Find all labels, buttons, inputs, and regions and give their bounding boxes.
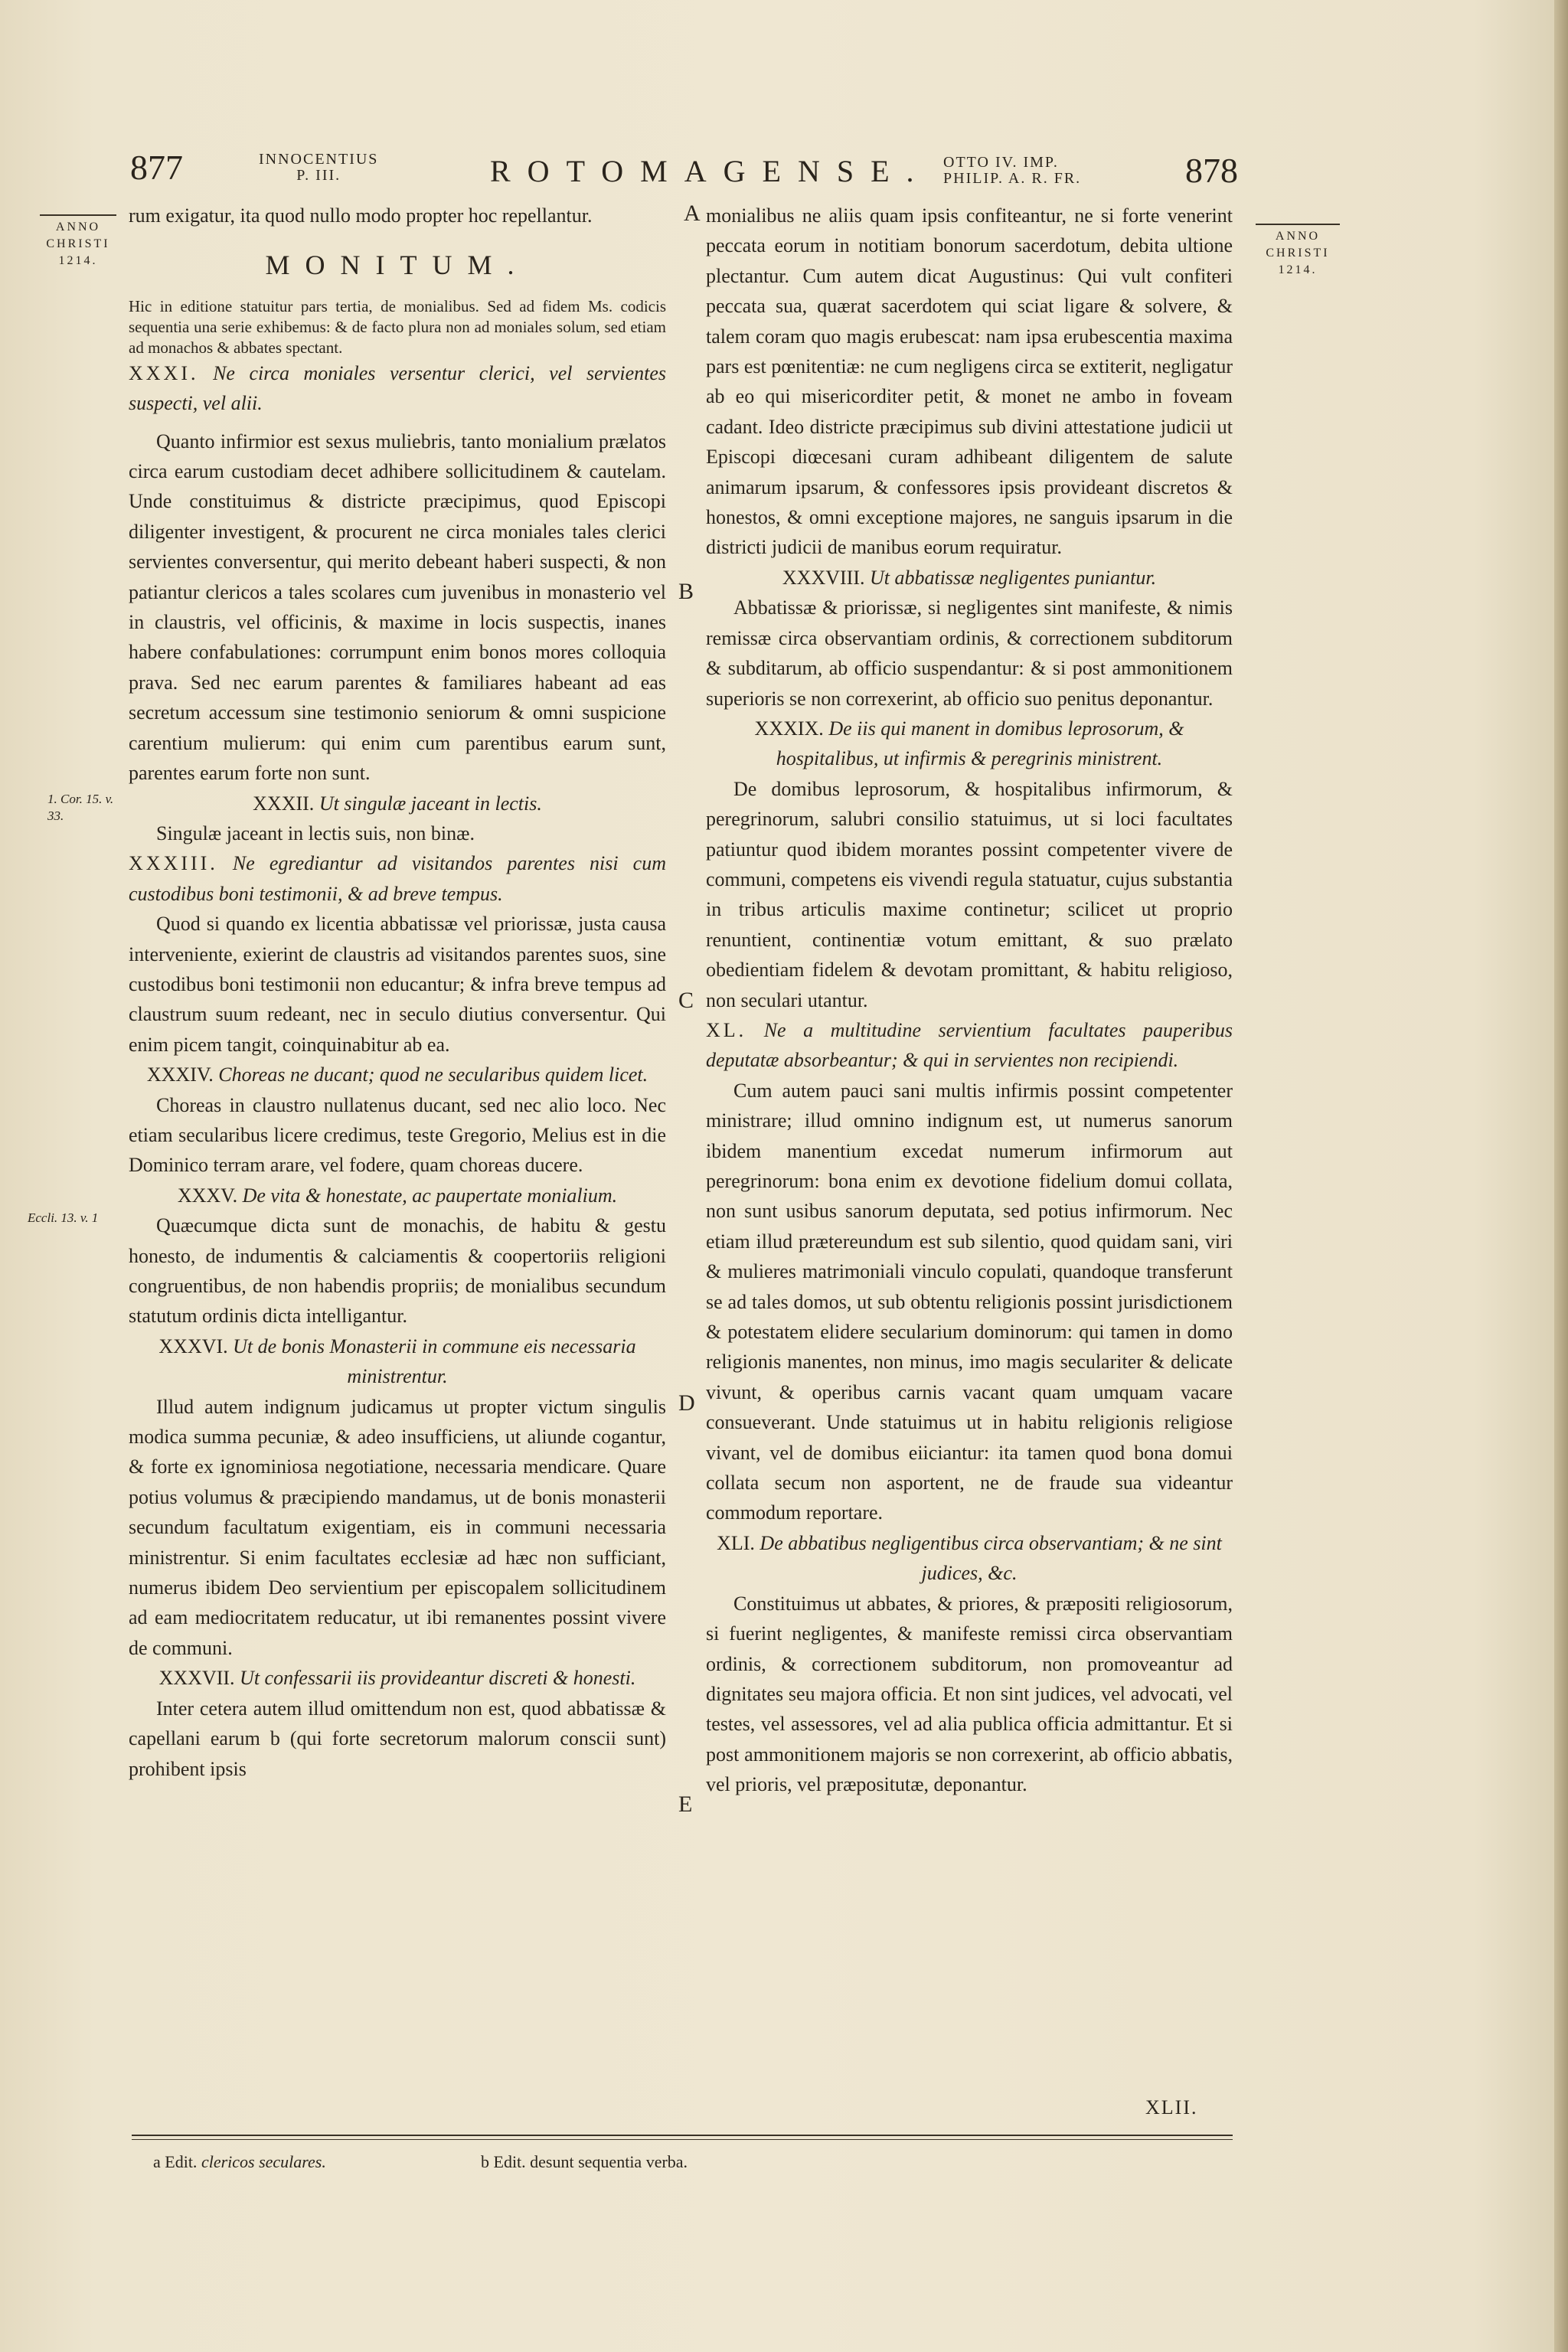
chapter-text: Quæcumque dicta sunt de monachis, de habitu & gestu honesto, de indumentis & calciamentis & coopertoriis religioni congruentibus, de non habendis propriis; de monialibus secundum statutum ordinis dicta intelligantur. (129, 1214, 666, 1328)
page-edge (1554, 0, 1568, 2352)
chapter-heading: XXXIV. Choreas ne ducant; quod ne secularibus quidem licet. (146, 1063, 648, 1086)
chapter-heading: XXXV. De vita & honestate, ac paupertate monialium. (177, 1184, 618, 1207)
chapter-heading: XXXVI. Ut de bonis Monasterii in commune eis necessaria ministrentur. (158, 1334, 636, 1388)
left-column (129, 201, 666, 1784)
margin-note-corinthians: 1. Cor. 15. v. 33. (47, 792, 114, 823)
catchword: XLII. (1145, 2096, 1198, 2118)
chapter-heading: XXXII. Ut singulæ jaceant in lectis. (253, 792, 542, 815)
footnote-a: a Edit. clericos seculares. (153, 2152, 326, 2171)
chapter-heading: XXXIII. Ne egrediantur ad visitandos parentes nisi cum custodibus boni testimonii, & ad breve tempus. (129, 852, 667, 905)
right-running-head: OTTO IV. IMP. PHILIP. A. R. FR. (943, 154, 1082, 187)
chapter-text: Quanto infirmior est sexus muliebris, tanto monialium prælatos circa earum custodiam decet adhibere sollicitudinem & cautelam. Unde constituimus & districte præcipimus, quod Episcopi diligenter investigent, & procurent ne circa moniales tales clerici servientes conversentur, qui merito debeant haberi suspecti, & non patiantur clericos a tales scolares cum juvenibus in monasterio vel in claustris, vel officinis, & maxime in locis suspectis, inanes habere confabulationes: corrumpunt enim bonos mores colloquia prava. Sed nec earum parentes & familiares habeant ad eas secretum accessum sine testimonio seniorum & omni suspicione carentium mulierum: qui enim cum parentibus earum sunt, parentes earum forte non sunt. (129, 430, 666, 785)
page-title: ROTOMAGENSE. (490, 154, 931, 188)
right-column (706, 201, 1233, 1800)
chapter-text: Cum autem pauci sani multis infirmis possint competenter ministrare; illud omnino indignum est, ut numerus sanorum ibidem manentium excedat numerum infirmorum aut peregrinorum: bona enim ex devotione fidelium domui collata, non sunt usibus sanorum deputata, sed potius infirmorum. Nec etiam illud prætereundum est sub silentio, quod quidam sani, viri & mulieres matrimoniali vinculo copulati, quandoque transferunt se ad tales domos, ut sub obtentu religionis possint jurisdictionem & potestatem elidere secularium dominorum: qui tamen in domo religionis manentes, non minus, imo magis seculariter & delicate vivunt, & operibus carnis vacant quam umquam vacare consueverant. Unde statuimus ut in habitu religionis religiose vivant, vel de domibus eiiciantur: ita tamen quod bona domui collata secum non asportent, ne de fraude sua videantur commodum reportare. (706, 1079, 1233, 1524)
left-page-number: 877 (130, 148, 183, 187)
margin-note-ecclesiasticus: Eccli. 13. v. 1 (28, 1210, 99, 1225)
margin-year-left: ANNO CHRISTI 1214. (40, 214, 116, 270)
monitum-heading: MONITUM. (265, 250, 530, 281)
chapter-text: Illud autem indignum judicamus ut propter victum singulis modica summa pecuniæ, & adeo insufficiens, ut aliunde cogantur, & forte ex ignominiosa negotiatione, necessaria mendicare. Quare potius volumus & præcipiendo mandamus, ut de bonis monasterii secundum facultatum exigentiam, eis in communi necessaria ministrentur. Si enim facultates ecclesiæ ad hæc non sufficiant, numerus ibidem Deo servientium per episcopalem sollicitudinem ad eam mediocritatem reducatur, ut ibi remanentes possint vivere de communi. (129, 1395, 666, 1659)
monitum-text: Hic in editione statuitur pars tertia, de monialibus. Sed ad fidem Ms. codicis sequentia una serie exhibemus: & de facto plura non ad moniales solum, sed etiam ad monachos & abbates spectant. (129, 296, 666, 357)
chapter-heading: XXXVII. Ut confessarii iis provideantur discreti & honesti. (158, 1667, 636, 1690)
chapter-text: Singulæ jaceant in lectis suis, non binæ. (156, 822, 475, 844)
margin-letter-a: A (684, 201, 701, 226)
margin-letter-c: C (678, 988, 694, 1013)
chapter-text: De domibus leprosorum, & hospitalibus infirmorum, & peregrinorum, salubri consilio statuimus, ut si loci facultates patiuntur quod ibidem morantes possint competenter vivere de communi, competens eis vivendi regula statuatur, cujus substantia in tribus articulis maxime continetur; scilicet ut proprio renuntient, continentiæ votum emittant, & suo prælato obedientiam fidelem & devotam promittant, & habitu religioso, non seculari utantur. (706, 777, 1233, 1011)
margin-letter-d: D (678, 1390, 695, 1416)
chapter-heading: XLI. De abbatibus negligentibus circa observantiam; & ne sint judices, &c. (717, 1531, 1222, 1585)
right-page-number: 878 (1185, 151, 1238, 190)
chapter-text: Inter cetera autem illud omittendum non est, quod abbatissæ & capellani earum b (qui forte secretorum malorum conscii sunt) prohibent ipsis (129, 1697, 666, 1780)
footnote-rule-thin (132, 2139, 1233, 2140)
chapter-heading: XL. Ne a multitudine servientium facultates pauperibus deputatæ absorbeantur; & qui in servientes non recipiendi. (706, 1018, 1233, 1072)
chapter-text: Abbatissæ & priorissæ, si negligentes sint manifeste, & nimis remissæ circa observantiam ordinis, & correctionem subditorum & subditarum, ab officio suspendantur: & si post ammonitionem superioris se non correxerint, ab officio suo penitus deponantur. (706, 596, 1233, 710)
chapter-heading: XXXIX. De iis qui manent in domibus leprosorum, & hospitalibus, ut infirmis & peregrinis ministrent. (754, 717, 1184, 770)
chapter-text: Quod si quando ex licentia abbatissæ vel priorissæ, justa causa interveniente, exierint de claustris ad visitandos parentes suos, sine custodibus boni testimonii non educantur; & infra breve tempus ad claustrum suum redeant, nec in seculo diutius conversentur. Qui enim picem tangit, coinquinabitur ab ea. (129, 913, 666, 1056)
chapter-text: Constituimus ut abbates, & priores, & præpositi religiosorum, si fuerint negligentes, & manifeste remissi circa observantiam ordinis, & correctionem subditorum, non promoveantur ad dignitates seu majora officia. Et non sint judices, vel advocati, vel testes, vel assessores, vel ad alia publica officia admittantur. Et si post ammonitionem majoris se non correxerint, ab officio abbatis, vel prioris, vel præpositutæ, deponantur. (706, 1592, 1233, 1796)
margin-year-right: ANNO CHRISTI 1214. (1256, 224, 1340, 279)
footnote-rule (132, 2135, 1233, 2136)
chapter-heading: XXXVIII. Ut abbatissæ negligentes puniantur. (782, 566, 1157, 589)
left-running-head: INNOCENTIUS P. III. (259, 151, 379, 184)
margin-letter-b: B (678, 579, 694, 604)
margin-letter-e: E (678, 1792, 693, 1817)
footnote-b: b Edit. desunt sequentia verba. (481, 2152, 688, 2171)
chapter-heading: XXXI. Ne circa moniales versentur clerici, vel servientes suspecti, vel alii. (129, 361, 667, 415)
right-opening-text: monialibus ne aliis quam ipsis confiteantur, ne si forte venerint peccata eorum in notitiam bonorum sacerdotum, debita ultione plectantur. Cum autem dicat Augustinus: Qui vult confiteri peccata sua, quærat sacerdotem qui sciat ligare & solvere, & talem coram quo magis erubescat: nam ipsa erubescentia maxima pars est pœnitentiæ: ne cum negligens circa se extiterit, negligatur ab eo qui misericorditer petit, & monet ne ambo in foveam cadant. Ideo districte præcipimus sub divini attestatione judicii ut Episcopi diœcesani curam adhibeant diligentem de salute animarum ipsarum, & confessores ipsis provideant discretos & honestos, & omni exceptione majores, ne sanguis ipsarum in die districti judicii de manibus eorum requiratur. (706, 204, 1233, 559)
chapter-text: Choreas in claustro nullatenus ducant, sed nec alio loco. Nec etiam secularibus licere credimus, teste Gregorio, Melius est in die Dominico terram arare, vel fodere, quam choreas ducere. (129, 1093, 666, 1177)
left-opening-text: rum exigatur, ita quod nullo modo propter hoc repellantur. (129, 204, 593, 227)
